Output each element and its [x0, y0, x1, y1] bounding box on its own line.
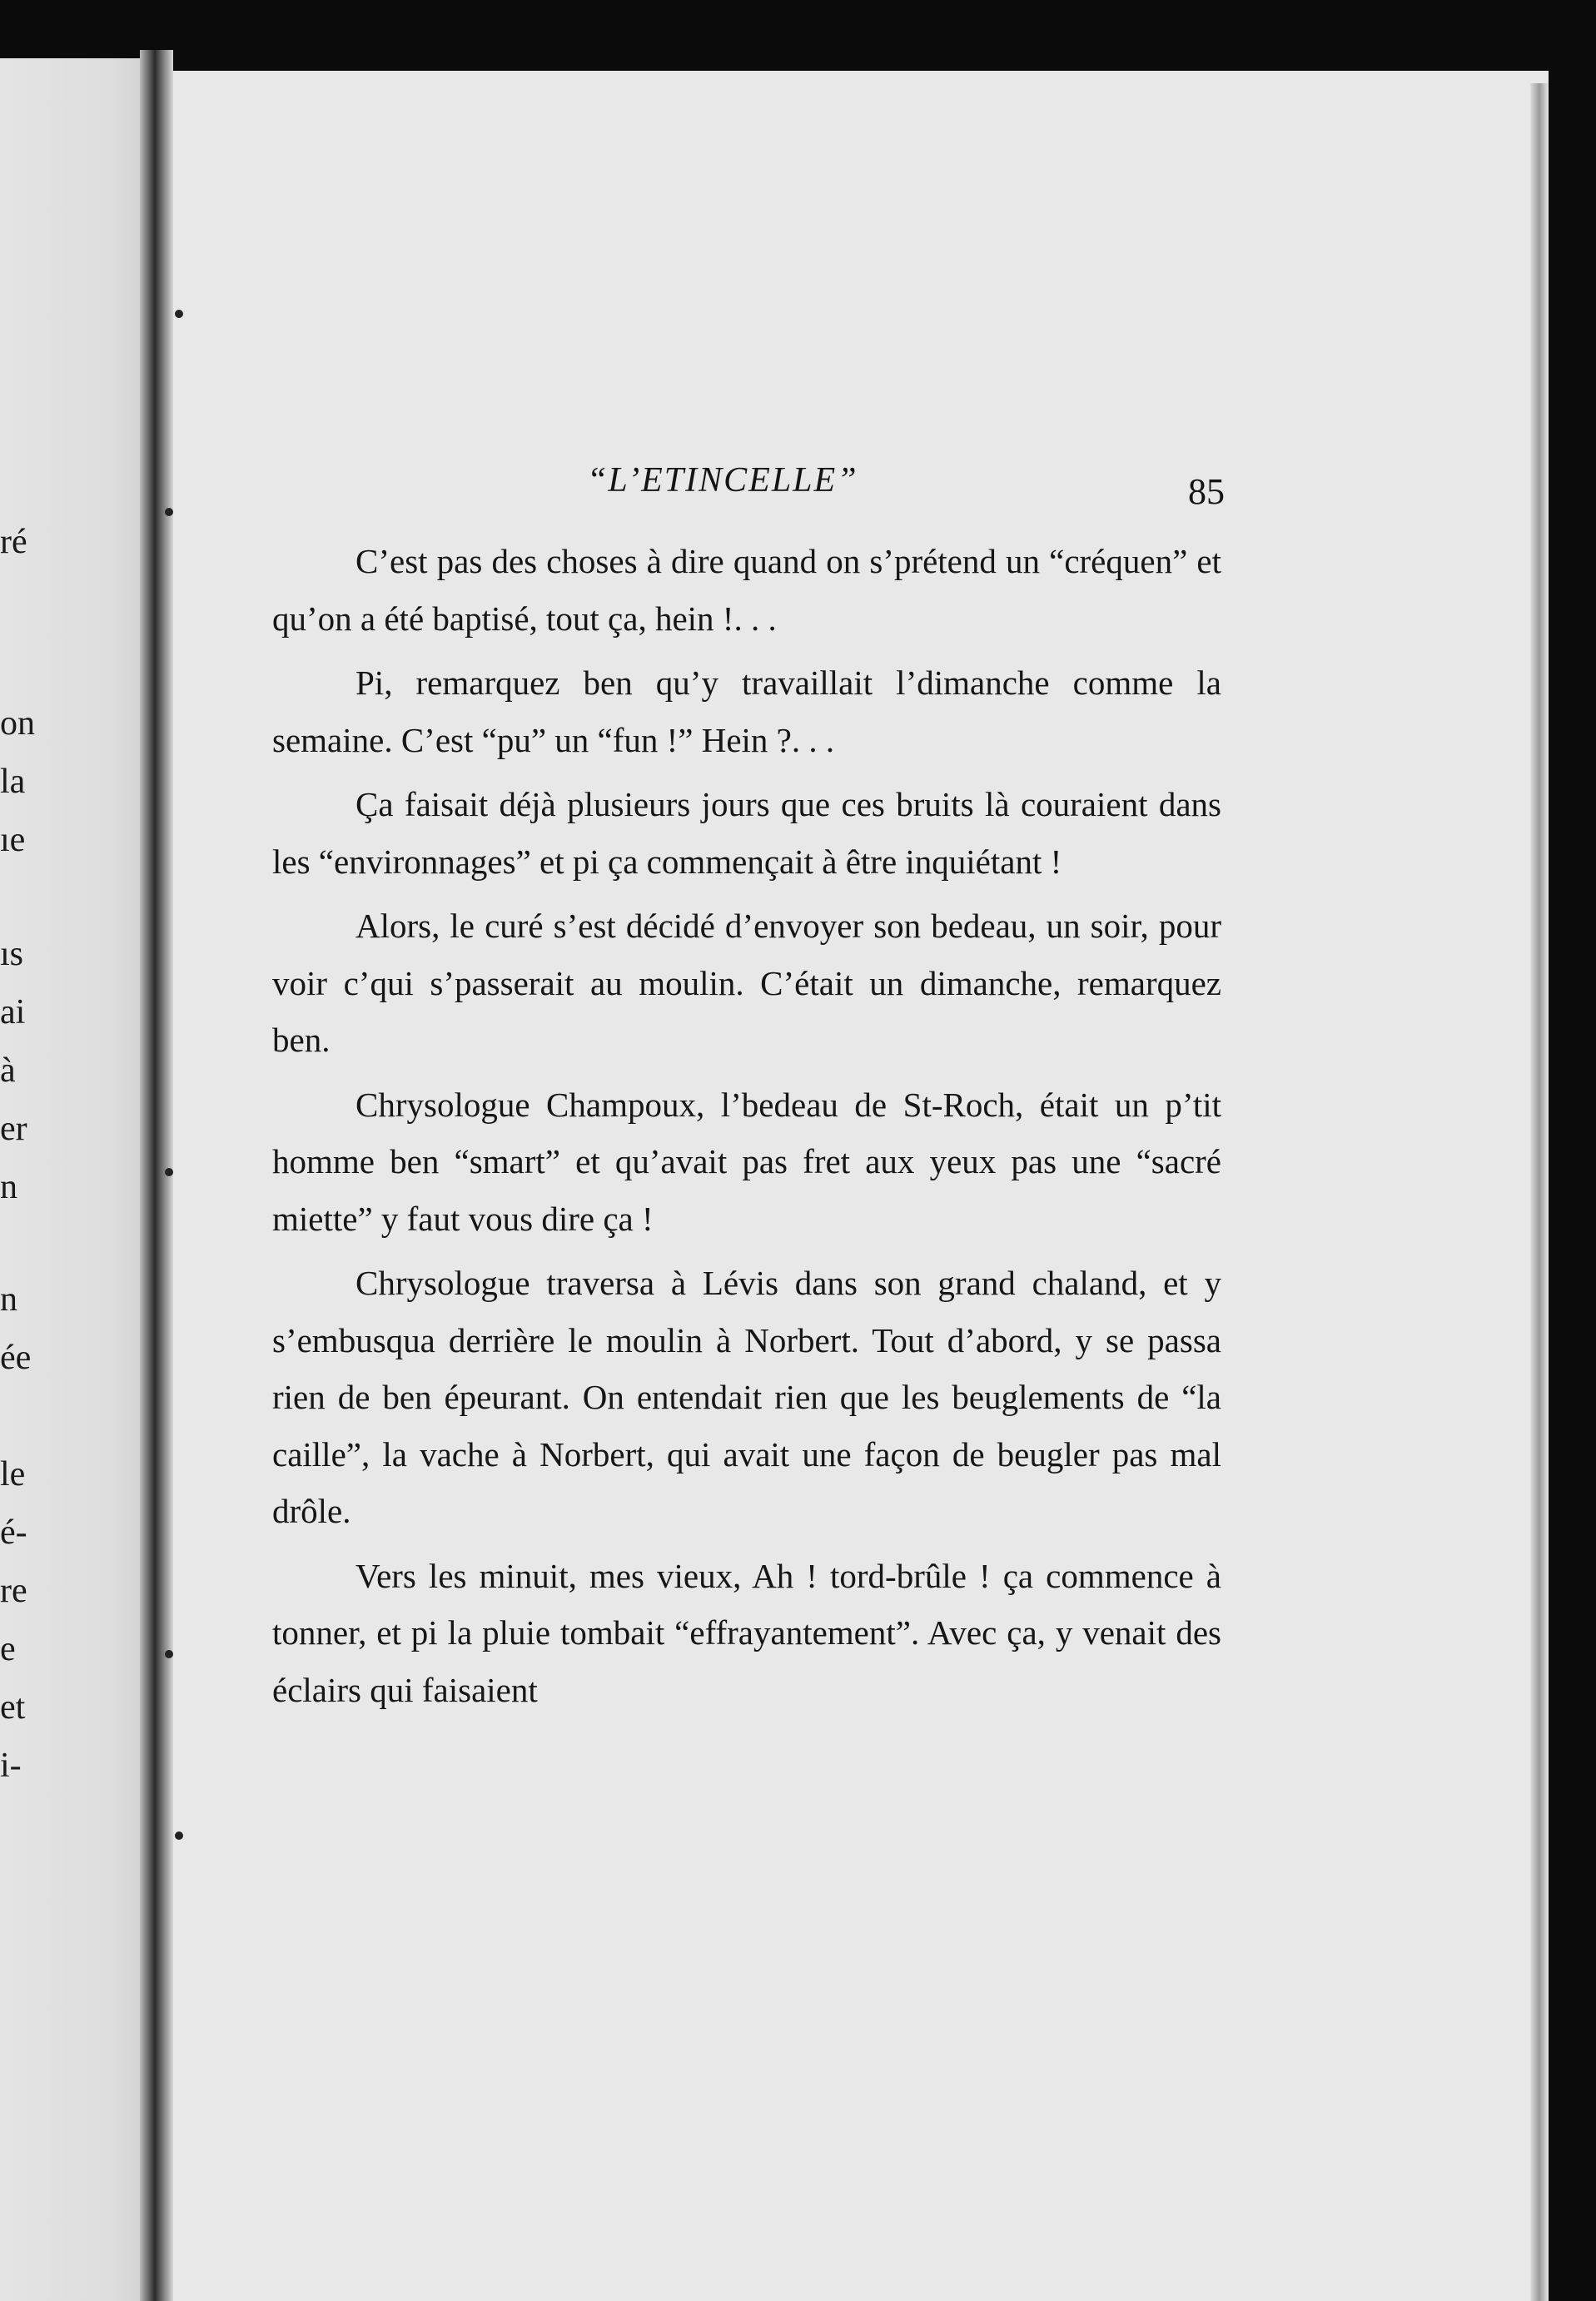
binding-mark	[175, 310, 183, 318]
fragment: é-	[0, 1513, 27, 1552]
paragraph: Ça faisait déjà plusieurs jours que ces bruits là couraient dans les “environnages” et pi ça commençait à être inquiétant !	[272, 785, 1221, 881]
facing-page-edge	[0, 58, 158, 2301]
body-text	[272, 533, 1221, 1726]
binding-mark	[165, 1168, 173, 1176]
fragment: ai	[0, 993, 26, 1031]
fragment: e	[0, 1630, 16, 1668]
fragment: ré	[0, 523, 27, 561]
paragraph: Vers les minuit, mes vieux, Ah ! tord-brûle ! ça commence à tonner, et pi la pluie tombait “effrayantement”. Avec ça, y venait des éclairs qui faisaient	[272, 1556, 1221, 1709]
running-header: “L’ETINCELLE”	[587, 461, 858, 499]
paragraph: Chrysologue traversa à Lévis dans son grand chaland, et y s’embusqua derrière le moulin à Norbert. Tout d’abord, y se passa rien de ben épeurant. On entendait rien que les beuglements de “la caille”, la vache à Norbert, qui avait une façon de beugler pas mal drôle.	[272, 1264, 1221, 1530]
fragment: n	[0, 1168, 17, 1206]
fragment: ée	[0, 1339, 32, 1377]
fragment: re	[0, 1572, 27, 1610]
fragment: le	[0, 1455, 26, 1493]
fragment: ıs	[0, 935, 24, 973]
paragraph: Alors, le curé s’est décidé d’envoyer son bedeau, un soir, pour voir c’qui s’passerait au moulin. C’était un dimanche, remarquez ben.	[272, 907, 1221, 1059]
binding-mark	[165, 508, 173, 516]
binding-mark	[165, 1650, 173, 1658]
fragment: ıe	[0, 821, 26, 859]
facing-page-text-fragments	[0, 58, 158, 2301]
fragment: la	[0, 763, 26, 801]
fragment: et	[0, 1688, 26, 1727]
fragment: n	[0, 1280, 17, 1319]
page-number: 85	[1188, 471, 1225, 512]
fragment: à	[0, 1051, 16, 1090]
paragraph: Chrysologue Champoux, l’bedeau de St-Roch, était un p’tit homme ben “smart” et qu’avait pas fret aux yeux pas une “sacré miette” y faut vous dire ça !	[272, 1085, 1221, 1238]
binding-mark	[175, 1831, 183, 1840]
paragraph: C’est pas des choses à dire quand on s’prétend un “créquen” et qu’on a été baptisé, tout ça, hein !. . .	[272, 542, 1221, 638]
fragment: er	[0, 1110, 27, 1148]
fragment: on	[0, 704, 35, 743]
paragraph: Pi, remarquez ben qu’y travaillait l’dimanche comme la semaine. C’est “pu” un “fun !” Hein ?. . .	[272, 663, 1221, 759]
fragment: i-	[0, 1747, 22, 1785]
page-edge-shadow	[1530, 83, 1549, 2301]
